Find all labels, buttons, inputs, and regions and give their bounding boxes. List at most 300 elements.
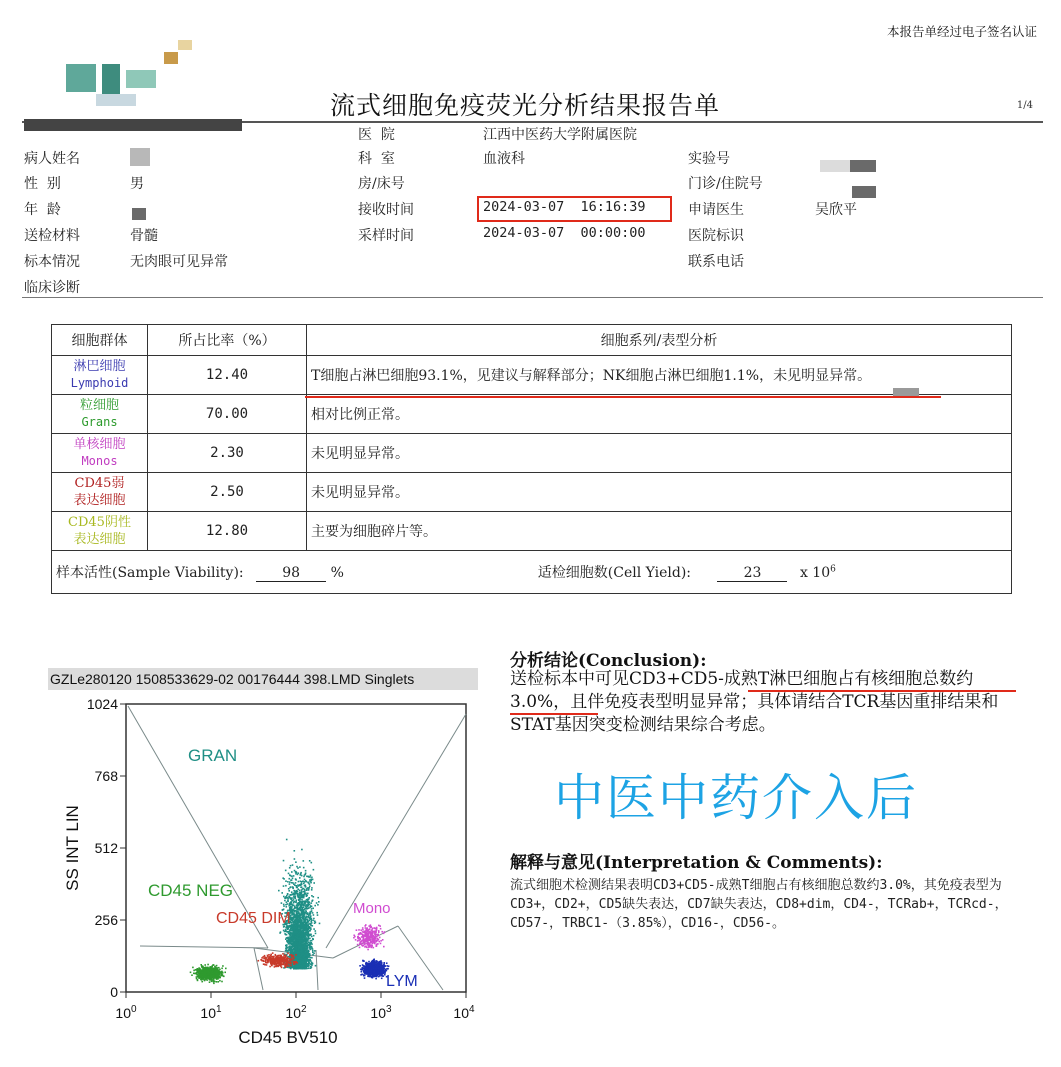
event-dot [383,946,385,948]
event-dot [308,959,310,961]
y-tick-label: 1024 [86,696,118,712]
event-dot [302,914,304,916]
event-dot [210,969,212,971]
x-tick-label [453,1004,475,1021]
doctor-value: 吴欣平 [815,202,857,218]
event-dot [377,943,379,945]
event-dot [366,973,368,975]
event-dot [300,936,302,938]
event-dot [301,950,303,952]
received-value: 2024-03-07 16:16:39 [483,199,646,215]
event-dot [284,967,286,969]
event-dot [365,935,367,937]
event-dot [377,934,379,936]
event-dot [309,879,311,881]
event-dot [356,929,358,931]
event-dot [365,927,367,929]
event-dot [296,927,298,929]
event-dot [372,938,374,940]
event-dot [296,912,298,914]
event-dot [284,961,286,963]
conclusion-highlight-2 [510,713,598,715]
event-dot [267,955,269,957]
event-dot [304,879,306,881]
event-dot [311,942,313,944]
event-dot [297,888,299,890]
event-dot [295,882,297,884]
event-dot [372,931,374,933]
event-dot [285,956,287,958]
event-dot [202,966,204,968]
yield-value: 23 [717,565,787,582]
event-dot [310,875,312,877]
event-dot [300,933,302,935]
page-number: 1/4 [1016,100,1033,111]
x-tick-base: 10 [115,1005,132,1021]
event-dot [225,968,227,970]
event-dot [280,966,282,968]
event-dot [304,889,306,891]
event-dot [299,952,301,954]
event-dot [298,940,300,942]
event-dot [284,931,286,933]
event-dot [300,881,302,883]
x-tick-base: 10 [370,1005,387,1021]
event-dot [317,914,319,916]
event-dot [295,954,297,956]
event-dot [368,929,370,931]
event-dot [308,951,310,953]
event-dot [375,940,377,942]
gate-label-cd45-dim: CD45 DIM [216,910,291,927]
event-dot [213,969,215,971]
sample-value: 骨髓 [130,228,158,244]
event-dot [288,950,290,952]
event-dot [309,860,311,862]
event-dot [380,928,382,930]
event-dot [363,960,365,962]
population-name-line2: Monos [81,454,118,468]
event-dot [287,881,289,883]
event-dot [302,952,304,954]
event-dot [302,896,304,898]
event-dot [355,939,357,941]
event-dot [310,966,312,968]
event-dot [303,909,305,911]
event-dot [304,955,306,957]
event-dot [285,950,287,952]
event-dot [306,943,308,945]
event-dot [196,976,198,978]
event-dot [283,959,285,961]
event-dot [193,970,195,972]
event-dot [294,968,296,970]
event-dot [311,957,313,959]
event-dot [298,924,300,926]
event-dot [308,887,310,889]
event-dot [211,966,213,968]
event-dot [299,890,301,892]
event-dot [288,967,290,969]
event-dot [307,887,309,889]
event-dot [289,883,291,885]
event-dot [376,976,378,978]
event-dot [311,936,313,938]
event-dot [277,955,279,957]
event-dot [303,965,305,967]
column-header: 细胞系列/表型分析 [307,325,1012,356]
event-dot [265,959,267,961]
event-dot [305,929,307,931]
event-dot [217,967,219,969]
event-dot [276,963,278,965]
event-dot [301,920,303,922]
event-dot [263,963,265,965]
event-dot [302,927,304,929]
event-dot [292,961,294,963]
event-dot [302,888,304,890]
table-row [52,473,1012,512]
event-dot [283,905,285,907]
event-dot [293,963,295,965]
event-dot [213,975,215,977]
population-description: 未见明显异常。 [307,473,1012,512]
population-name [52,395,148,434]
event-dot [291,914,293,916]
e-signature-note: 本报告单经过电子签名认证 [886,24,1037,39]
event-dot [289,932,291,934]
event-dot [289,896,291,898]
table-row [52,434,1012,473]
event-dot [291,958,293,960]
event-dot [278,961,280,963]
event-dot [358,929,360,931]
table-row [52,395,1012,434]
table-footer-row [52,551,1012,594]
sampled-value: 2024-03-07 00:00:00 [483,225,646,241]
event-dot [296,935,298,937]
event-dot [295,917,297,919]
event-dot [370,931,372,933]
event-dot [368,974,370,976]
event-dot [369,965,371,967]
event-dot [303,860,305,862]
event-dot [309,876,311,878]
event-dot [364,925,366,927]
event-dot [205,970,207,972]
population-name-line2: 表达细胞 [73,493,126,508]
population-description: T细胞占淋巴细胞93.1%，见建议与解释部分；NK细胞占淋巴细胞1.1%，未见明显异常。 [307,356,1012,395]
event-dot [289,894,291,896]
plot-file-title: GZLe280120 1508533629-02 00176444 398.LMD Singlets [50,671,415,687]
viability-label: 样本活性(Sample Viability): [56,565,244,581]
event-dot [362,967,364,969]
event-dot [274,963,276,965]
event-dot [318,901,320,903]
event-dot [310,963,312,965]
event-dot [300,920,302,922]
event-dot [373,947,375,949]
event-dot [290,907,292,909]
event-dot [283,878,285,880]
event-dot [311,943,313,945]
event-dot [302,940,304,942]
event-dot [364,975,366,977]
event-dot [301,967,303,969]
event-dot [308,915,310,917]
event-dot [287,960,289,962]
event-dot [297,885,299,887]
event-dot [376,970,378,972]
population-name [52,512,148,551]
event-dot [307,914,309,916]
event-dot [301,922,303,924]
yield-label: 适检细胞数(Cell Yield): [537,565,692,581]
event-dot [366,933,368,935]
event-dot [295,921,297,923]
event-dot [281,961,283,963]
event-dot [265,958,267,960]
event-dot [299,907,301,909]
event-dot [216,973,218,975]
event-dot [370,939,372,941]
x-tick-exp: 3 [386,1004,392,1015]
population-percent: 2.30 [148,434,307,473]
event-dot [301,881,303,883]
event-dot [296,940,298,942]
event-dot [294,921,296,923]
event-dot [282,953,284,955]
y-tick-marks [120,704,126,992]
event-dot [308,942,310,944]
event-dot [311,946,313,948]
event-dot [310,960,312,962]
event-dot [373,960,375,962]
event-dot [194,973,196,975]
event-dot [357,937,359,939]
event-dot [291,939,293,941]
event-dot [384,931,386,933]
event-dot [367,943,369,945]
x-tick-label [285,1004,307,1021]
event-dot [309,885,311,887]
event-dot [293,957,295,959]
event-dot [286,839,288,841]
event-dot [283,896,285,898]
event-dot [204,980,206,982]
event-dot [311,877,313,879]
event-dot [286,964,288,966]
event-dot [367,949,369,951]
event-dot [380,943,382,945]
event-dot [221,968,223,970]
event-dot [312,912,314,914]
population-description: 未见明显异常。 [307,434,1012,473]
redacted-outpatient-number [852,186,876,198]
event-dot [297,874,299,876]
hospital-logo [66,40,206,110]
event-dot [296,899,298,901]
event-dot [371,947,373,949]
event-dot [288,948,290,950]
event-dot [201,979,203,981]
event-dot [302,907,304,909]
event-dot [359,943,361,945]
redacted-lab-number-pale [820,160,850,172]
event-dot [376,965,378,967]
interpretation-body: 流式细胞术检测结果表明CD3+CD5-成熟T细胞占有核细胞总数约3.0%，其免疫表型为CD3+，CD2+，CD5缺失表达，CD7缺失表达，CD8+dim，CD4-，TCRab+，TCRcd-，CD57-，TRBC1-（3.85%），CD16-，CD56-。 [510,878,1008,931]
event-dot [271,964,273,966]
event-dot [289,934,291,936]
event-dot [302,961,304,963]
event-dot [288,931,290,933]
event-dot [298,964,300,966]
event-dot [294,952,296,954]
event-dot [309,946,311,948]
event-dot [285,896,287,898]
event-dot [375,934,377,936]
event-dot [373,964,375,966]
event-dot [301,899,303,901]
event-dot [294,937,296,939]
event-dot [216,981,218,983]
event-dot [313,953,315,955]
event-dot [370,964,372,966]
event-dot [270,963,272,965]
event-dot [295,902,297,904]
event-dot [306,907,308,909]
event-dot [224,972,226,974]
event-dot [305,952,307,954]
event-dot [310,927,312,929]
gate-label-gran: GRAN [188,746,238,765]
yield-unit: x 10 [799,565,831,581]
event-dot [315,933,317,935]
event-dot [297,891,299,893]
event-dot [311,908,313,910]
column-header: 所占比率（%） [148,325,307,356]
event-dot [287,898,289,900]
event-dot [294,946,296,948]
event-dot [302,950,304,952]
event-dot [297,964,299,966]
event-dot [296,919,298,921]
event-dot [373,966,375,968]
event-dot [202,976,204,978]
event-dot [295,878,297,880]
population-description: 相对比例正常。 [307,395,1012,434]
sampled-label: 采样时间 [358,228,414,244]
dept-value: 血液科 [483,151,525,167]
event-dot [290,965,292,967]
event-dot [288,873,290,875]
event-dot [311,902,313,904]
event-dot [306,957,308,959]
event-dot [307,922,309,924]
event-dot [279,932,281,934]
event-dot [309,911,311,913]
event-dot [298,960,300,962]
event-dot [294,944,296,946]
event-dot [309,954,311,956]
event-dot [207,964,209,966]
event-dot [305,931,307,933]
event-dot [292,864,294,866]
event-dot [304,936,306,938]
event-dot [308,968,310,970]
event-dot [309,938,311,940]
event-dot [209,981,211,983]
event-dot [311,900,313,902]
event-dot [276,957,278,959]
event-dot [269,966,271,968]
event-dot [308,965,310,967]
event-dot [298,962,300,964]
event-dot [287,928,289,930]
event-dot [263,958,265,960]
event-dot [367,964,369,966]
event-dot [300,897,302,899]
event-dot [311,862,313,864]
x-tick-label [370,1004,392,1021]
population-description: 主要为细胞碎片等。 [307,512,1012,551]
event-dot [285,880,287,882]
event-dot [294,870,296,872]
event-dot [303,915,305,917]
event-dot [301,911,303,913]
event-dot [315,965,317,967]
event-dot [291,871,293,873]
event-dot [386,962,388,964]
event-dot [297,928,299,930]
event-dot [305,941,307,943]
event-dot [359,965,361,967]
event-dot [270,954,272,956]
x-tick-base: 10 [285,1005,302,1021]
event-dot [294,955,296,957]
event-dot [289,867,291,869]
event-dot [380,940,382,942]
event-dot [378,941,380,943]
redacted-lab-number [850,160,876,172]
event-dot [301,948,303,950]
event-dot [376,945,378,947]
event-dot [300,873,302,875]
event-dot [293,911,295,913]
event-dot [295,932,297,934]
event-dot [300,938,302,940]
event-dot [359,947,361,949]
population-name-line1: 粒细胞 [79,398,119,413]
event-dot [190,972,192,974]
event-dot [303,904,305,906]
population-name-line1: 单核细胞 [73,437,126,452]
event-dot [379,962,381,964]
event-dot [368,925,370,927]
event-dot [310,940,312,942]
event-dot [215,977,217,979]
event-dot [291,910,293,912]
event-dot [311,910,313,912]
event-dot [292,878,294,880]
event-dot [290,886,292,888]
event-dot [296,887,298,889]
sex-value: 男 [130,176,144,192]
specimen-value: 无肉眼可见异常 [130,254,228,270]
event-dot [307,881,309,883]
event-dot [310,934,312,936]
event-dot [292,924,294,926]
